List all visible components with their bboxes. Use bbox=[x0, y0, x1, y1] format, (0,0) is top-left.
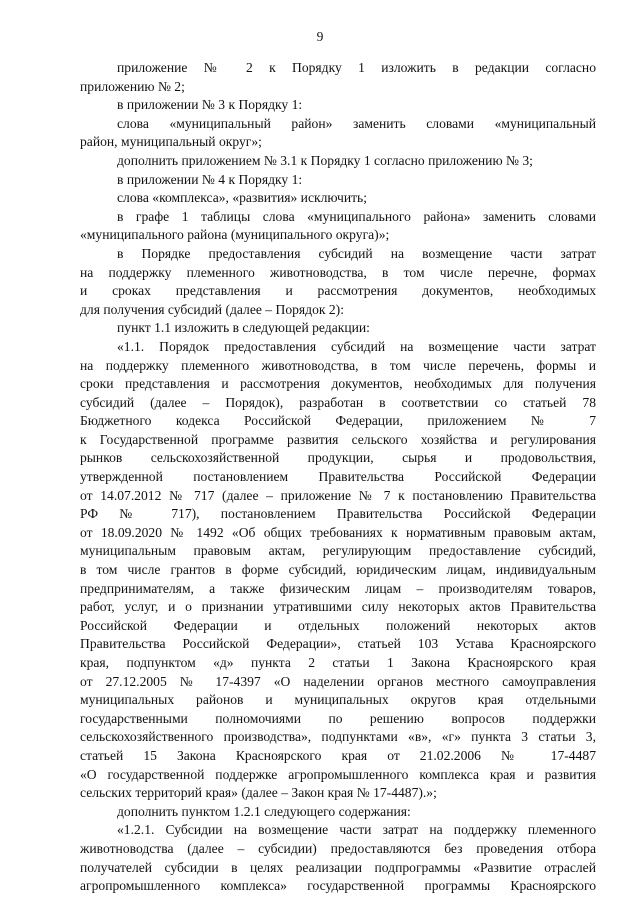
text-line: рынков сельскохозяйственной продукции, сырья и продовольствия, bbox=[80, 450, 596, 466]
text-line: работ, услуг, и о признании утратившими силу некоторых актов Правительства bbox=[80, 599, 596, 615]
text-line: сроки представления и рассмотрения документов, необходимых для получения bbox=[80, 376, 596, 392]
text-line: края, подпунктом «д» пункта 2 статьи 1 Закона Красноярского края bbox=[80, 655, 596, 670]
text-line: Правительства Российской Федерации», статьей 103 Устава Красноярского bbox=[80, 636, 596, 652]
text-line: на поддержку племенного животноводства, в том числе перечне, формах bbox=[80, 264, 596, 280]
text-line: и сроках представления и рассмотрения документов, необходимых bbox=[80, 283, 596, 299]
text-line: муниципальным правовым актам, регулирующим предоставление субсидий, bbox=[80, 543, 596, 559]
text-line: в Порядке предоставления субсидий на возмещение части затрат bbox=[117, 245, 596, 261]
text-line: от 27.12.2005 № 17-4397 «О наделении органов местного самоуправления bbox=[80, 673, 596, 689]
text-line: пункт 1.1 изложить в следующей редакции: bbox=[117, 320, 370, 336]
text-line: животноводства (далее – субсидии) предоставляются без проведения отбора bbox=[80, 840, 596, 856]
text-line: РФ № 717), постановлением Правительства Российской Федерации bbox=[80, 506, 596, 522]
text-line: слова «муниципальный район» заменить словами «муниципальный bbox=[117, 115, 596, 131]
text-line: государственными полномочиями по решению вопросов поддержки bbox=[80, 710, 596, 726]
text-line: район, муниципальный округ»; bbox=[80, 134, 262, 150]
text-line: в том числе грантов в форме субсидий, юридическим лицам, индивидуальным bbox=[80, 562, 596, 578]
text-line: в приложении № 3 к Порядку 1: bbox=[117, 97, 303, 113]
text-line: дополнить приложением № 3.1 к Порядку 1 согласно приложению № 3; bbox=[117, 152, 533, 168]
text-line: приложению № 2; bbox=[80, 78, 185, 94]
text-line: агропромышленного комплекса» государственной программы Красноярского bbox=[80, 878, 596, 894]
text-line: к Государственной программе развития сельского хозяйства и регулирования bbox=[80, 431, 596, 447]
text-line: Российской Федерации и отдельных положений некоторых актов bbox=[80, 617, 596, 633]
text-line: «1.1. Порядок предоставления субсидий на возмещение части затрат bbox=[117, 338, 596, 354]
text-line: «муниципального района (муниципального округа)»; bbox=[80, 227, 390, 243]
page-number: 9 bbox=[316, 29, 324, 44]
text-line: сельских территорий края» (далее – Закон края № 17-4487).»; bbox=[80, 785, 437, 801]
text-line: от 18.09.2020 № 1492 «Об общих требованиях к нормативным правовым актам, bbox=[80, 524, 596, 540]
text-line: слова «комплекса», «развития» исключить; bbox=[117, 190, 368, 206]
text-line: на поддержку племенного животноводства, в том числе перечень, формы и bbox=[80, 357, 596, 373]
text-line: статьей 15 Закона Красноярского края от 21.02.2006 № 17-4487 bbox=[80, 747, 596, 763]
text-line: от 14.07.2012 № 717 (далее – приложение № 7 к постановлению Правительства bbox=[80, 487, 596, 503]
text-line: сельскохозяйственного производства», подпунктами «в», «г» пункта 3 статьи 3, bbox=[80, 729, 596, 745]
document-body bbox=[80, 59, 596, 896]
text-line: предпринимателям, а также физическим лицам – производителям товаров, bbox=[80, 580, 596, 596]
text-line: получателей субсидии в целях реализации подпрограммы «Развитие отраслей bbox=[80, 859, 596, 875]
text-line: субсидий (далее – Порядок), разработан в соответствии со статьей 78 bbox=[80, 394, 596, 410]
text-line: дополнить пунктом 1.2.1 следующего содержания: bbox=[117, 803, 411, 819]
text-line: утвержденной постановлением Правительства Российской Федерации bbox=[80, 469, 596, 485]
text-line: для получения субсидий (далее – Порядок 2): bbox=[80, 301, 344, 317]
text-line: муниципальных районов и муниципальных округов края отдельными bbox=[80, 692, 596, 708]
text-line: «1.2.1. Субсидии на возмещение части затрат на поддержку племенного bbox=[117, 822, 596, 838]
text-line: Бюджетного кодекса Российской Федерации, приложением № 7 bbox=[80, 413, 596, 429]
text-line: «О государственной поддержке агропромышленного комплекса края и развития bbox=[80, 766, 596, 782]
text-line: в приложении № 4 к Порядку 1: bbox=[117, 171, 303, 187]
text-line: в графе 1 таблицы слова «муниципального района» заменить словами bbox=[117, 208, 596, 224]
text-line: приложение № 2 к Порядку 1 изложить в редакции согласно bbox=[117, 60, 596, 75]
